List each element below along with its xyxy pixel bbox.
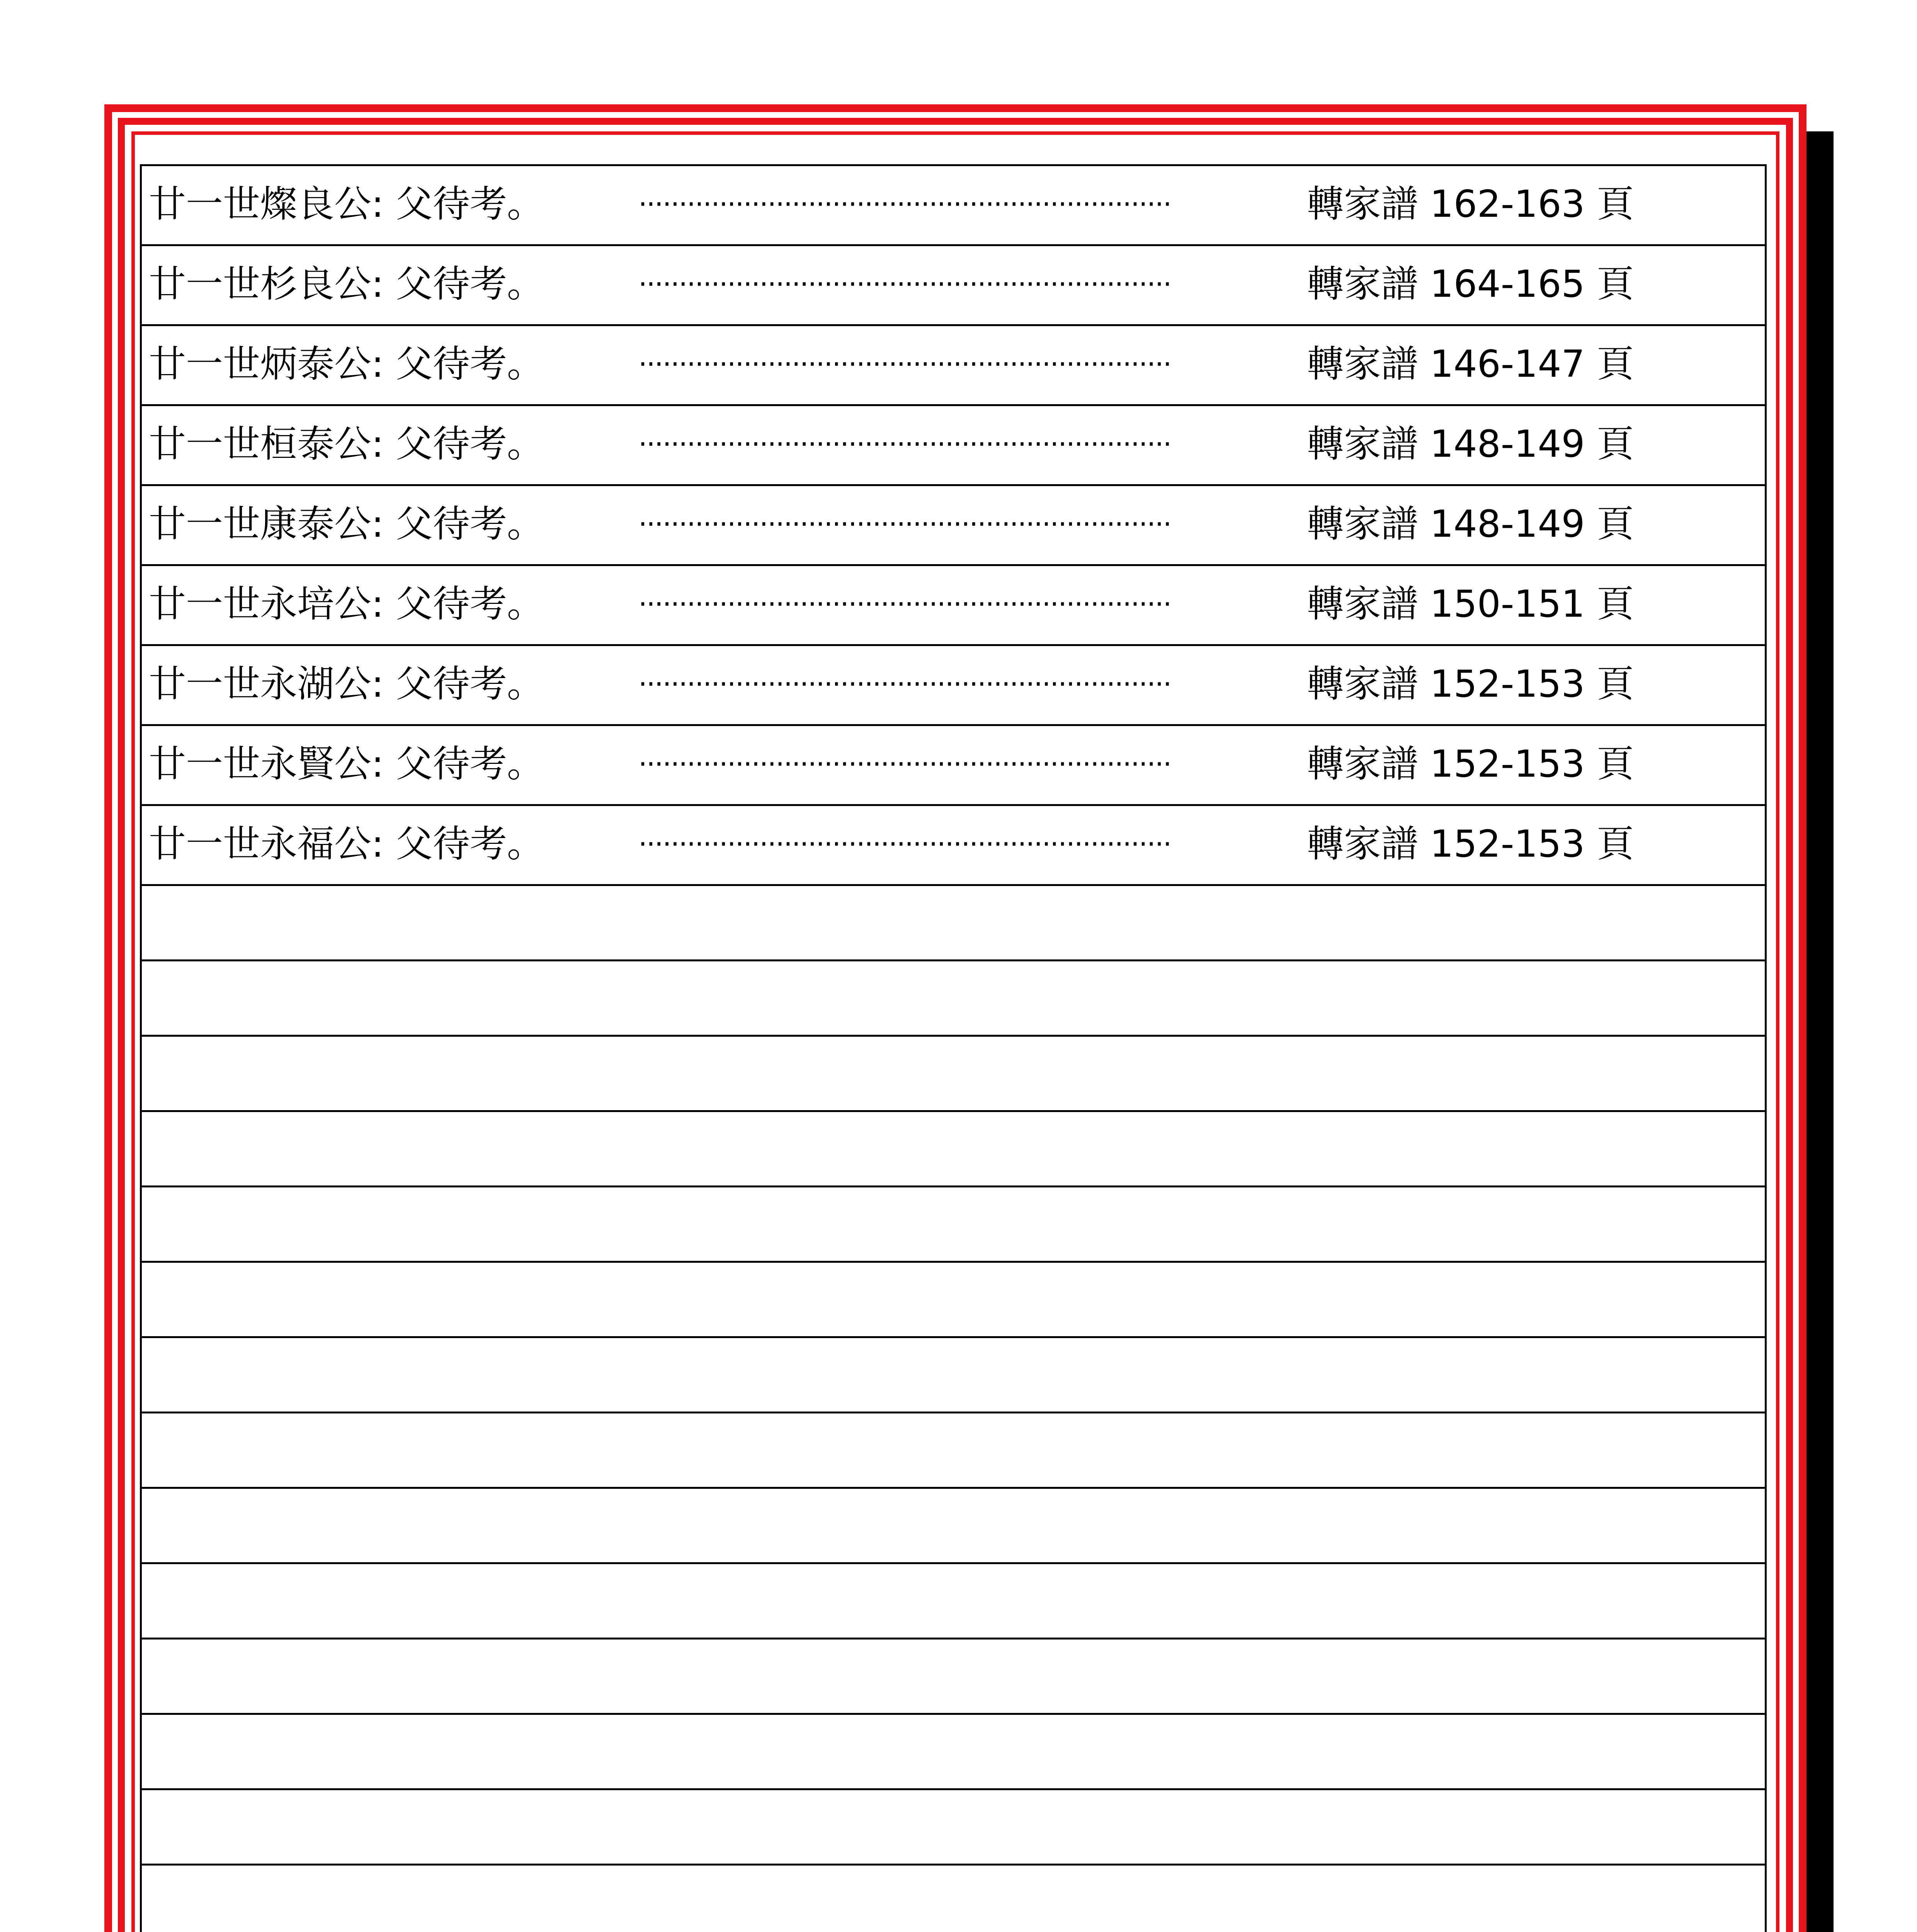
blank-row [140, 1185, 1767, 1261]
entry-ref: 轉家譜 162-163 頁 [1307, 182, 1634, 226]
dot-leader: ·································································· [638, 349, 1171, 379]
entry-note: 父待考。 [395, 742, 544, 786]
entry-row [140, 244, 1767, 324]
entry-ref: 轉家譜 148-149 頁 [1307, 502, 1634, 546]
blank-row [140, 1110, 1767, 1185]
blank-row [140, 884, 1767, 959]
dot-leader: ·································································· [638, 668, 1171, 699]
ruled-content [140, 164, 1767, 1932]
dot-leader: ·································································· [638, 269, 1171, 299]
entry-name: 廿一世桓泰公: [149, 422, 384, 466]
entry-row [140, 804, 1767, 884]
entry-row [140, 564, 1767, 644]
blank-row [140, 1638, 1767, 1713]
blank-row [140, 1788, 1767, 1864]
entry-note: 父待考。 [395, 662, 544, 706]
entry-note: 父待考。 [395, 822, 544, 866]
blank-row [140, 1713, 1767, 1788]
entry-note: 父待考。 [395, 182, 544, 226]
entry-note: 父待考。 [395, 262, 544, 306]
entry-name: 廿一世康泰公: [149, 502, 384, 546]
entry-ref: 轉家譜 150-151 頁 [1307, 582, 1634, 626]
entry-row [140, 404, 1767, 484]
entry-note: 父待考。 [395, 342, 544, 386]
blank-row [140, 1487, 1767, 1562]
dot-leader: ·································································· [638, 748, 1171, 779]
dot-leader: ·································································· [638, 828, 1171, 859]
entry-ref: 轉家譜 152-153 頁 [1307, 742, 1634, 786]
entry-note: 父待考。 [395, 502, 544, 546]
entry-name: 廿一世永福公: [149, 822, 384, 866]
entry-ref: 轉家譜 146-147 頁 [1307, 342, 1634, 386]
entry-name: 廿一世永湖公: [149, 662, 384, 706]
blank-row [140, 959, 1767, 1035]
dot-leader: ·································································· [638, 588, 1171, 619]
entry-row [140, 484, 1767, 564]
dot-leader: ·································································· [638, 189, 1171, 219]
entry-ref: 轉家譜 164-165 頁 [1307, 262, 1634, 306]
blank-row [140, 1412, 1767, 1487]
entry-ref: 轉家譜 152-153 頁 [1307, 662, 1634, 706]
dot-leader: ·································································· [638, 429, 1171, 459]
entry-ref: 轉家譜 152-153 頁 [1307, 822, 1634, 866]
entry-row [140, 164, 1767, 244]
entry-name: 廿一世燦良公: [149, 182, 384, 226]
entry-name: 廿一世炳泰公: [149, 342, 384, 386]
entry-name: 廿一世永培公: [149, 582, 384, 626]
dot-leader: ·································································· [638, 509, 1171, 539]
entry-row [140, 724, 1767, 804]
blank-row [140, 1261, 1767, 1336]
blank-row [140, 1562, 1767, 1638]
entry-note: 父待考。 [395, 582, 544, 626]
entry-name: 廿一世杉良公: [149, 262, 384, 306]
entry-name: 廿一世永賢公: [149, 742, 384, 786]
blank-row [140, 1864, 1767, 1932]
entry-ref: 轉家譜 148-149 頁 [1307, 422, 1634, 466]
entry-note: 父待考。 [395, 422, 544, 466]
blank-row [140, 1336, 1767, 1412]
entry-row [140, 324, 1767, 404]
blank-row [140, 1035, 1767, 1110]
entry-row [140, 644, 1767, 724]
